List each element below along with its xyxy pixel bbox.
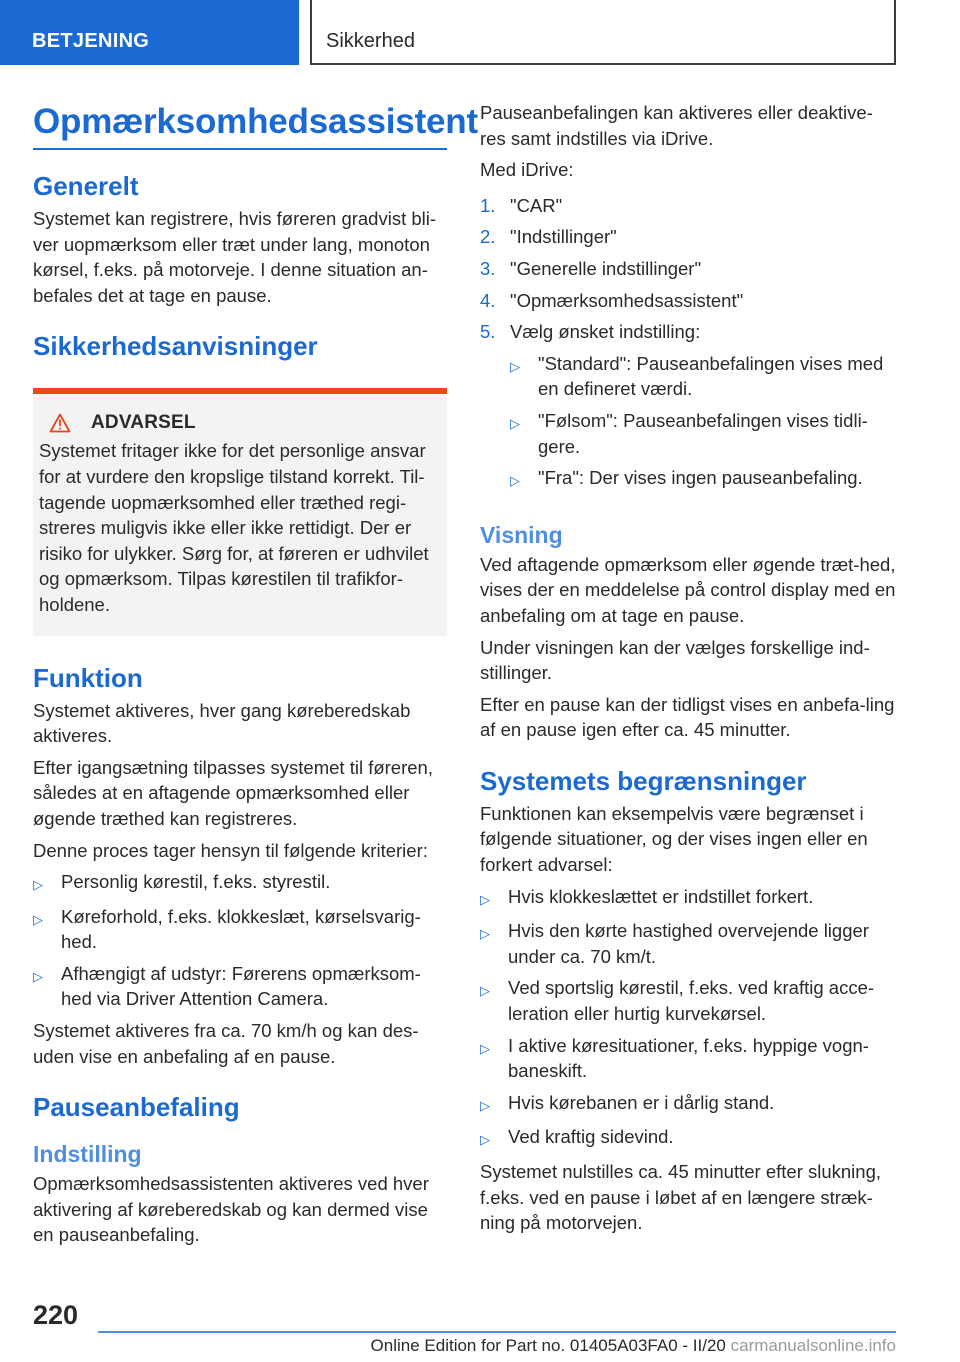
idrive-label: Med iDrive:: [480, 159, 574, 181]
watermark-text: carmanualsonline.info: [730, 1336, 896, 1355]
bullet-triangle-icon: ▷: [480, 926, 490, 942]
page-number: 220: [33, 1300, 79, 1330]
bullet-triangle-icon: ▷: [480, 1132, 490, 1148]
list-item-text: "Standard": Pauseanbefalingen vises med en defineret værdi.: [538, 352, 884, 400]
right-column: [480, 100, 896, 1242]
funktion-text-4: Systemet aktiveres fra ca. 70 km/h og kan des-uden vise en anbefaling af en pause.: [33, 1020, 419, 1067]
step-text: "Opmærksomhedsassistent": [510, 289, 744, 311]
bullet-triangle-icon: ▷: [480, 1097, 490, 1113]
list-item: [480, 1090, 896, 1119]
step-item: [480, 288, 896, 314]
step-number: 1.: [480, 194, 496, 216]
step-item: [480, 256, 896, 282]
list-item-text: Personlig kørestil, f.eks. styrestil.: [61, 871, 331, 893]
bullet-triangle-icon: ▷: [510, 358, 520, 374]
warning-title: ADVARSEL: [91, 412, 196, 434]
bullet-triangle-icon: ▷: [480, 983, 490, 999]
options-list: [510, 351, 896, 500]
step-item: [480, 224, 896, 250]
step-text: "Indstillinger": [510, 226, 617, 248]
step-text: Vælg ønsket indstilling:: [510, 321, 701, 343]
limits-list: [480, 884, 896, 1153]
generelt-text: Systemet kan registrere, hvis føreren gradvist bli-ver uopmærksom eller træt under lang, monoton kørsel, f.eks. på motorveje. I denne situation an-befales det at tage en pause.: [33, 208, 437, 306]
bullet-triangle-icon: ▷: [510, 473, 520, 489]
step-item: [480, 319, 896, 500]
generelt-heading: Generelt: [33, 171, 139, 201]
list-item: [510, 351, 896, 402]
step-number: 3.: [480, 257, 496, 279]
criteria-list: [33, 869, 447, 1012]
left-column: [33, 100, 478, 1254]
page-title: Opmærksomhedsassistent: [33, 100, 447, 150]
step-number: 2.: [480, 226, 496, 248]
list-item-text: Ved sportslig kørestil, f.eks. ved kraftig acce-leration eller hurtig kurvekørsel.: [508, 977, 875, 1025]
funktion-text-3: Denne proces tager hensyn til følgende kriterier:: [33, 839, 428, 861]
visning-text-2: Under visningen kan der vælges forskellige ind-stillinger.: [480, 636, 870, 684]
step-text: "Generelle indstillinger": [510, 257, 702, 279]
footer-edition: [371, 1336, 896, 1356]
bullet-triangle-icon: ▷: [33, 968, 43, 984]
list-item-text: Hvis klokkeslættet er indstillet forkert.: [508, 885, 814, 907]
bullet-triangle-icon: ▷: [480, 1040, 490, 1056]
bullet-triangle-icon: ▷: [480, 891, 490, 907]
list-item: [480, 975, 896, 1026]
list-item: [480, 918, 896, 969]
funktion-text-2: Efter igangsætning tilpasses systemet til føreren, således at en aftagende opmærksomhed eller øgende træthed kan registreres.: [33, 756, 433, 829]
header-subsection-label: Sikkerhed: [326, 30, 415, 52]
visning-text-1: Ved aftagende opmærksom eller øgende træt-hed, vises der en meddelelse på control display med en anbefaling om at tage en pause.: [480, 553, 896, 626]
list-item-text: Ved kraftig sidevind.: [508, 1126, 674, 1148]
header-section-label: BETJENING: [32, 30, 150, 52]
warning-text: Systemet fritager ikke for det personlige ansvar for at vurdere den kropslige tilstand korrekt. Til-tagende uopmærksomhed eller træthed regi-streres muligvis ikke eller ikke rettidigt. Der er risiko for ulykker. Sørg for, at føreren er udhvilet og opmærksom. Tilpas kørestilen til trafikfor-holdene.: [39, 440, 429, 615]
limits-intro: Funktionen kan eksempelvis være begrænset i følgende situationer, og der vises ingen eller en forkert advarsel:: [480, 802, 868, 876]
list-item: [480, 1124, 896, 1153]
list-item-text: Hvis kørebanen er i dårlig stand.: [508, 1091, 775, 1113]
list-item-text: "Følsom": Pauseanbefalingen vises tidli-gere.: [538, 409, 868, 457]
steps-list: [480, 193, 896, 500]
indstilling-heading: Indstilling: [33, 1141, 142, 1168]
visning-heading: Visning: [480, 521, 563, 548]
bullet-triangle-icon: ▷: [510, 415, 520, 431]
list-item-text: Afhængigt af udstyr: Førerens opmærksom-hed via Driver Attention Camera.: [61, 962, 421, 1010]
list-item: [510, 465, 896, 494]
step-text: "CAR": [510, 194, 563, 216]
list-item-text: Hvis den kørte hastighed overvejende ligger under ca. 70 km/t.: [508, 920, 869, 967]
list-item: [33, 869, 447, 898]
list-item: [480, 1033, 896, 1084]
step-number: 4.: [480, 289, 496, 311]
warning-box: [33, 388, 447, 635]
visning-text-3: Efter en pause kan der tidligst vises en anbefa-ling af en pause igen efter ca. 45 minutter.: [480, 693, 895, 741]
limits-outro: Systemet nulstilles ca. 45 minutter efter slukning, f.eks. ved en pause i løbet af en længere stræk-ning på motorvejen.: [480, 1161, 882, 1234]
list-item-text: Køreforhold, f.eks. klokkeslæt, kørselsvarig-hed.: [61, 905, 421, 953]
warning-header: [39, 412, 441, 434]
edition-text: Online Edition for Part no. 01405A03FA0 - II/20: [370, 1336, 726, 1355]
limits-heading: Systemets begrænsninger: [480, 765, 807, 796]
funktion-text-1: Systemet aktiveres, hver gang køreberedskab aktiveres.: [33, 699, 411, 747]
list-item-text: "Fra": Der vises ingen pauseanbefaling.: [538, 467, 863, 489]
header-subsection-tab: [310, 0, 896, 65]
funktion-heading: Funktion: [33, 662, 143, 693]
step-item: [480, 193, 896, 219]
bullet-triangle-icon: ▷: [33, 877, 43, 893]
list-item: [510, 408, 896, 459]
list-item: [480, 884, 896, 913]
warning-triangle-icon: [49, 413, 71, 433]
pause-heading: Pauseanbefaling: [33, 1092, 240, 1123]
list-item-text: I aktive køresituationer, f.eks. hyppige vogn-baneskift.: [508, 1034, 869, 1082]
header-section-tab: [0, 0, 299, 65]
footer-divider: [98, 1331, 896, 1333]
list-item: [33, 961, 447, 1012]
bullet-triangle-icon: ▷: [33, 911, 43, 927]
step-number: 5.: [480, 321, 496, 343]
list-item: [33, 904, 447, 955]
intro-text: Pauseanbefalingen kan aktiveres eller deaktive-res samt indstilles via iDrive.: [480, 102, 873, 149]
sikkerhed-heading: Sikkerhedsanvisninger: [33, 331, 318, 362]
indstilling-text: Opmærksomhedsassistenten aktiveres ved hver aktivering af køreberedskab og kan dermed vise en pauseanbefaling.: [33, 1173, 429, 1246]
